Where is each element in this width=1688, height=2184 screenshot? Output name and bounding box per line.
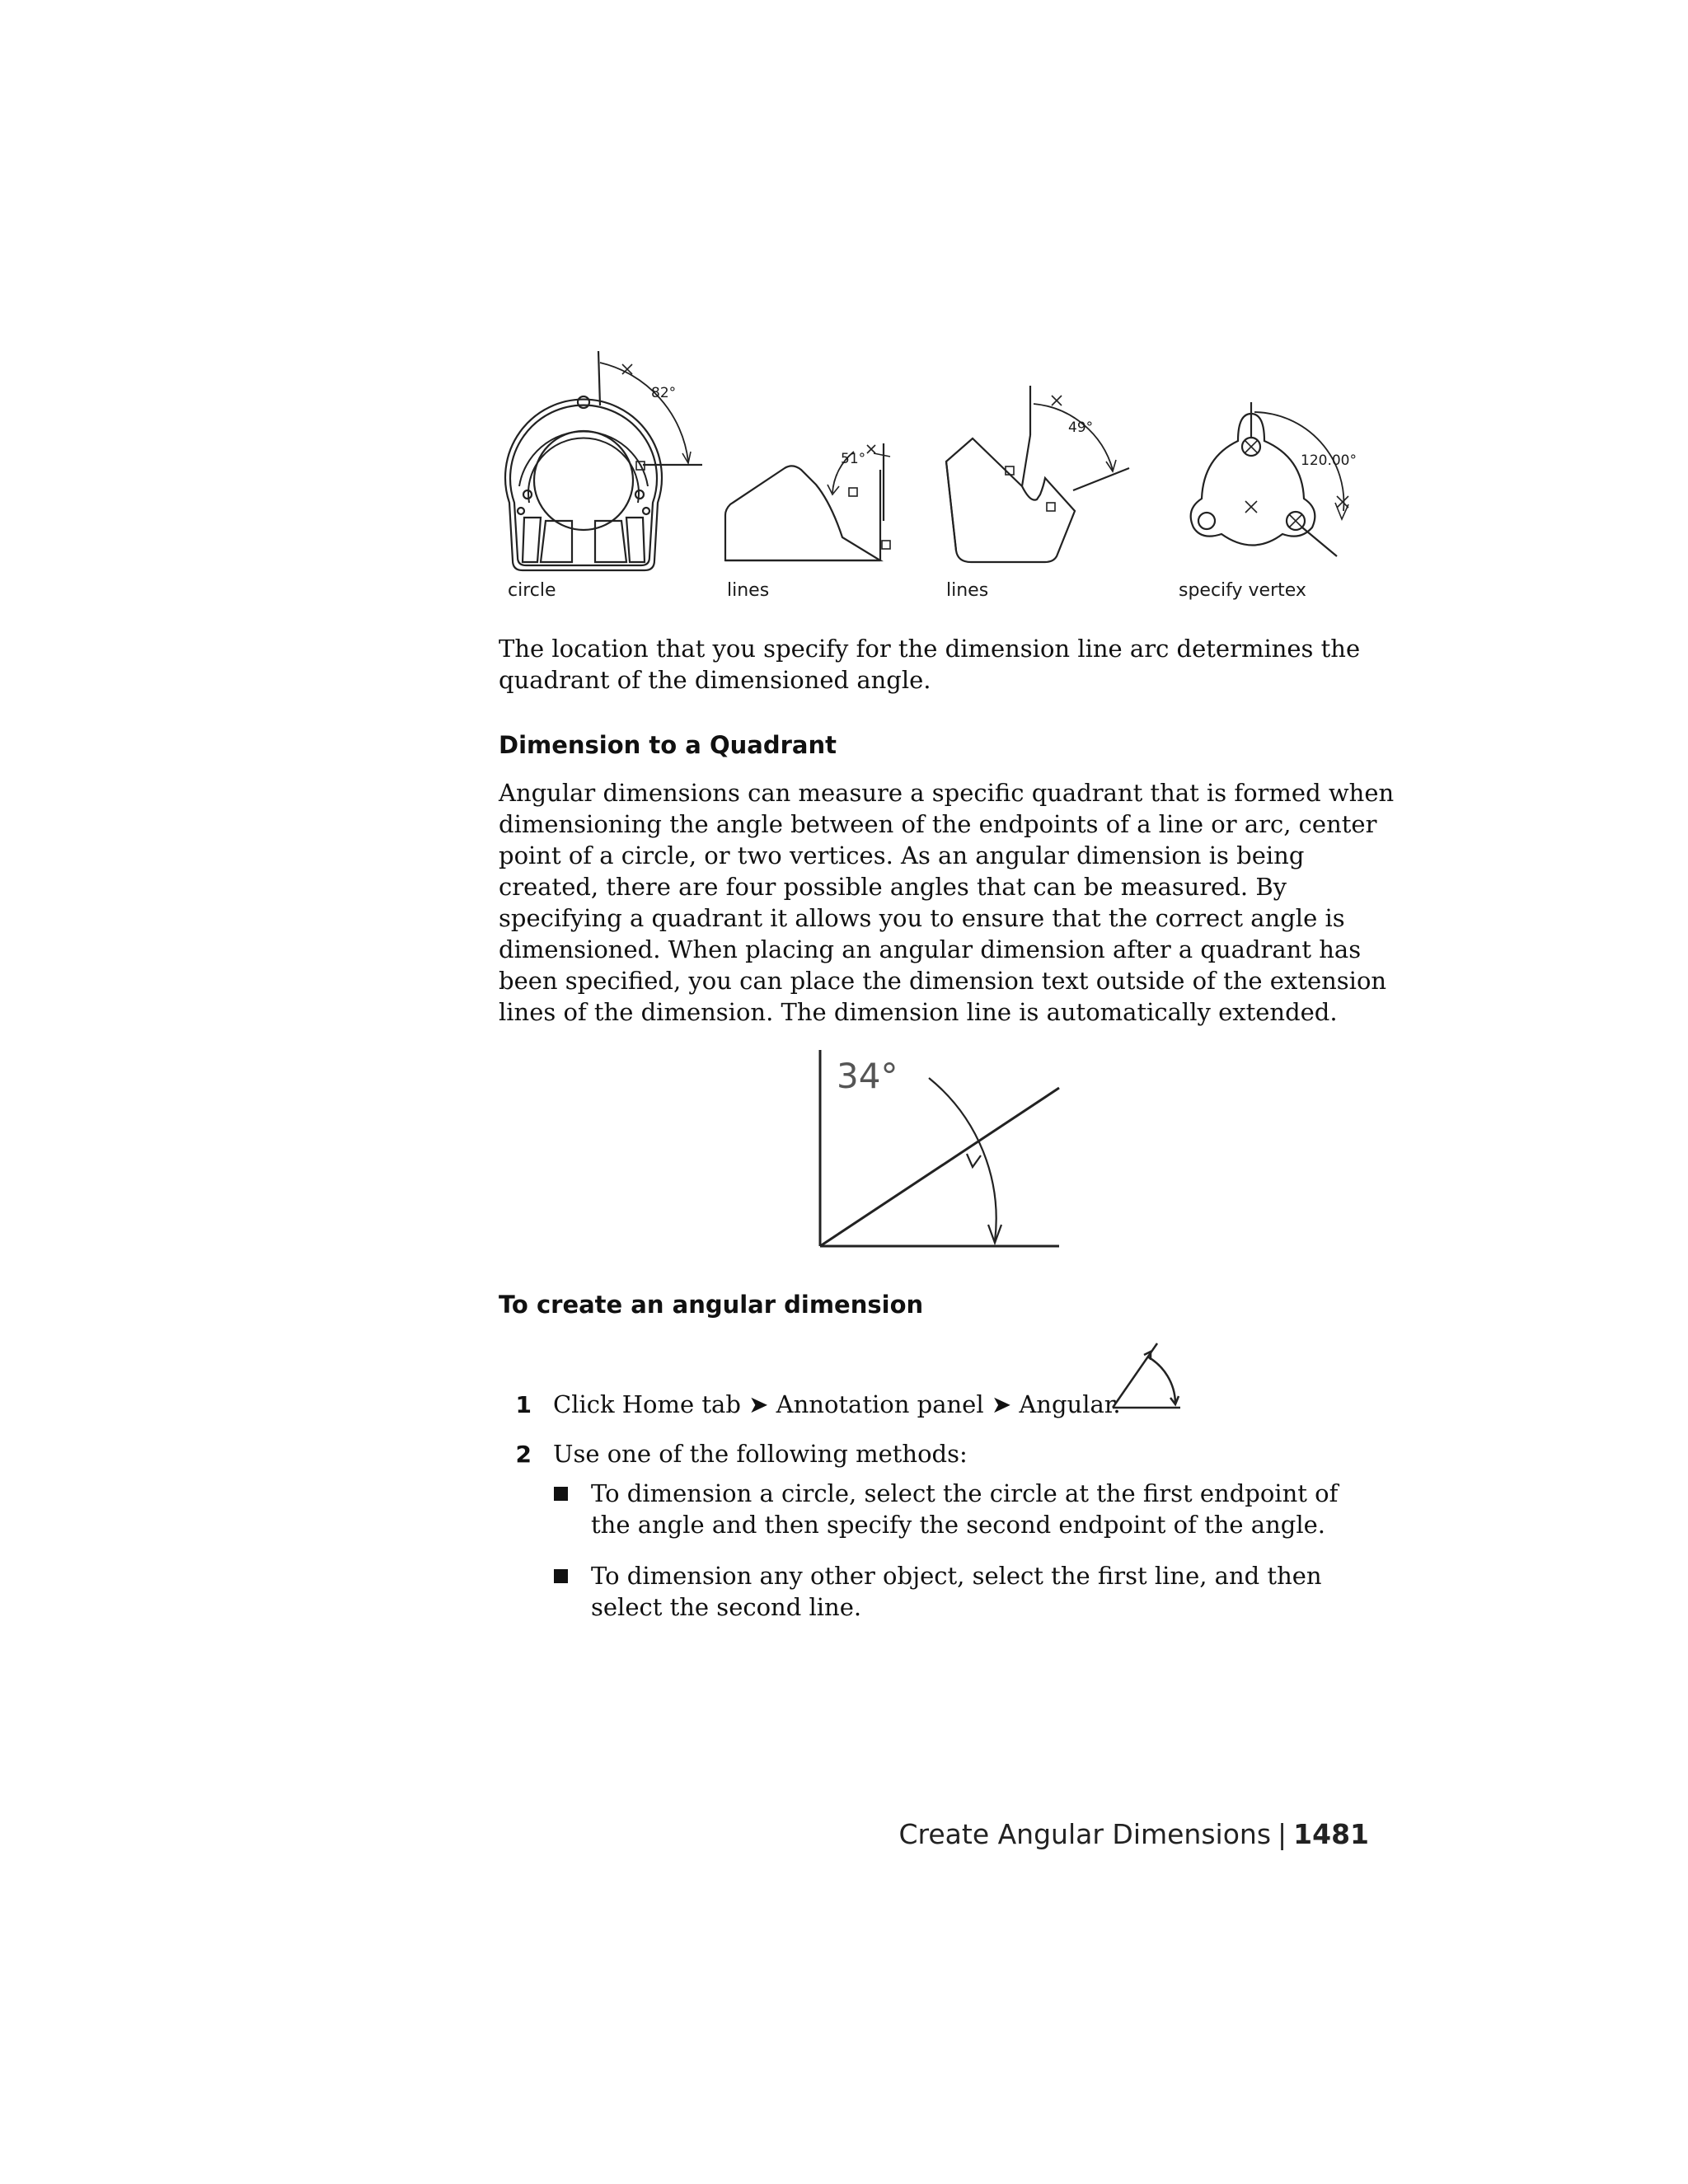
- step-1-number: 1: [515, 1391, 532, 1418]
- dimension-120: 120.00°: [1301, 452, 1357, 469]
- angled-line: [820, 1088, 1059, 1246]
- angular-dimension-examples-figure: [486, 346, 1393, 618]
- caption-specify-vertex: specify vertex: [1179, 580, 1306, 601]
- caption-circle: circle: [508, 580, 556, 601]
- examples-drawing: [486, 346, 1393, 618]
- caption-lines-2: lines: [946, 580, 989, 601]
- specify-vertex-example-drawing: [1191, 402, 1348, 556]
- step-1-text: Click Home tab ➤ Annotation panel ➤ Angular.: [553, 1390, 1121, 1418]
- dimension-51: 51°: [841, 451, 866, 467]
- procedure-heading: To create an angular dimension: [499, 1291, 924, 1319]
- caption-lines-1: lines: [727, 580, 770, 601]
- footer-separator: |: [1278, 1818, 1287, 1850]
- page-footer: [898, 1818, 1369, 1850]
- dimension-49: 49°: [1068, 419, 1094, 436]
- section-heading: Dimension to a Quadrant: [499, 731, 837, 759]
- dimension-82: 82°: [651, 385, 677, 401]
- step-2-number: 2: [515, 1441, 532, 1468]
- bullet-1-marker: [554, 1487, 568, 1501]
- bullet-2-text: To dimension any other object, select the first line, and then select the second line.: [591, 1562, 1322, 1621]
- lines-example-2-drawing: [946, 386, 1129, 562]
- bullet-2-marker: [554, 1569, 568, 1583]
- arrowhead-upper: [967, 1154, 981, 1167]
- bullet-1-text: To dimension a circle, select the circle at the first endpoint of the angle and then specify the second endpoint of the angle.: [591, 1479, 1339, 1539]
- step-2-text: Use one of the following methods:: [553, 1440, 968, 1468]
- dimension-34: 34°: [837, 1056, 898, 1096]
- circle-example-drawing: [505, 351, 702, 570]
- section-body: Angular dimensions can measure a specific quadrant that is formed when dimensioning the angle between of the endpoints of a line or arc, center point of a circle, or two vertices. As an angular dimension is being created, there are four possible angles that can be measured. By specifying a quadrant it allows you to ensure that the correct angle is dimensioned. When placing an angular dimension after a quadrant has been specified, you can place the dimension text outside of the extension lines of the dimension. The dimension line is automatically extended.: [499, 779, 1395, 1026]
- dimension-arc: [929, 1078, 996, 1241]
- quadrant-dimension-figure: [812, 1045, 1067, 1251]
- page-number: 1481: [1293, 1818, 1369, 1850]
- angular-tool-icon: [1108, 1338, 1182, 1413]
- footer-section-title: Create Angular Dimensions: [898, 1818, 1272, 1850]
- intro-paragraph: The location that you specify for the dimension line arc determines the quadrant of the dimensioned angle.: [499, 635, 1361, 694]
- quadrant-drawing: [812, 1045, 1067, 1251]
